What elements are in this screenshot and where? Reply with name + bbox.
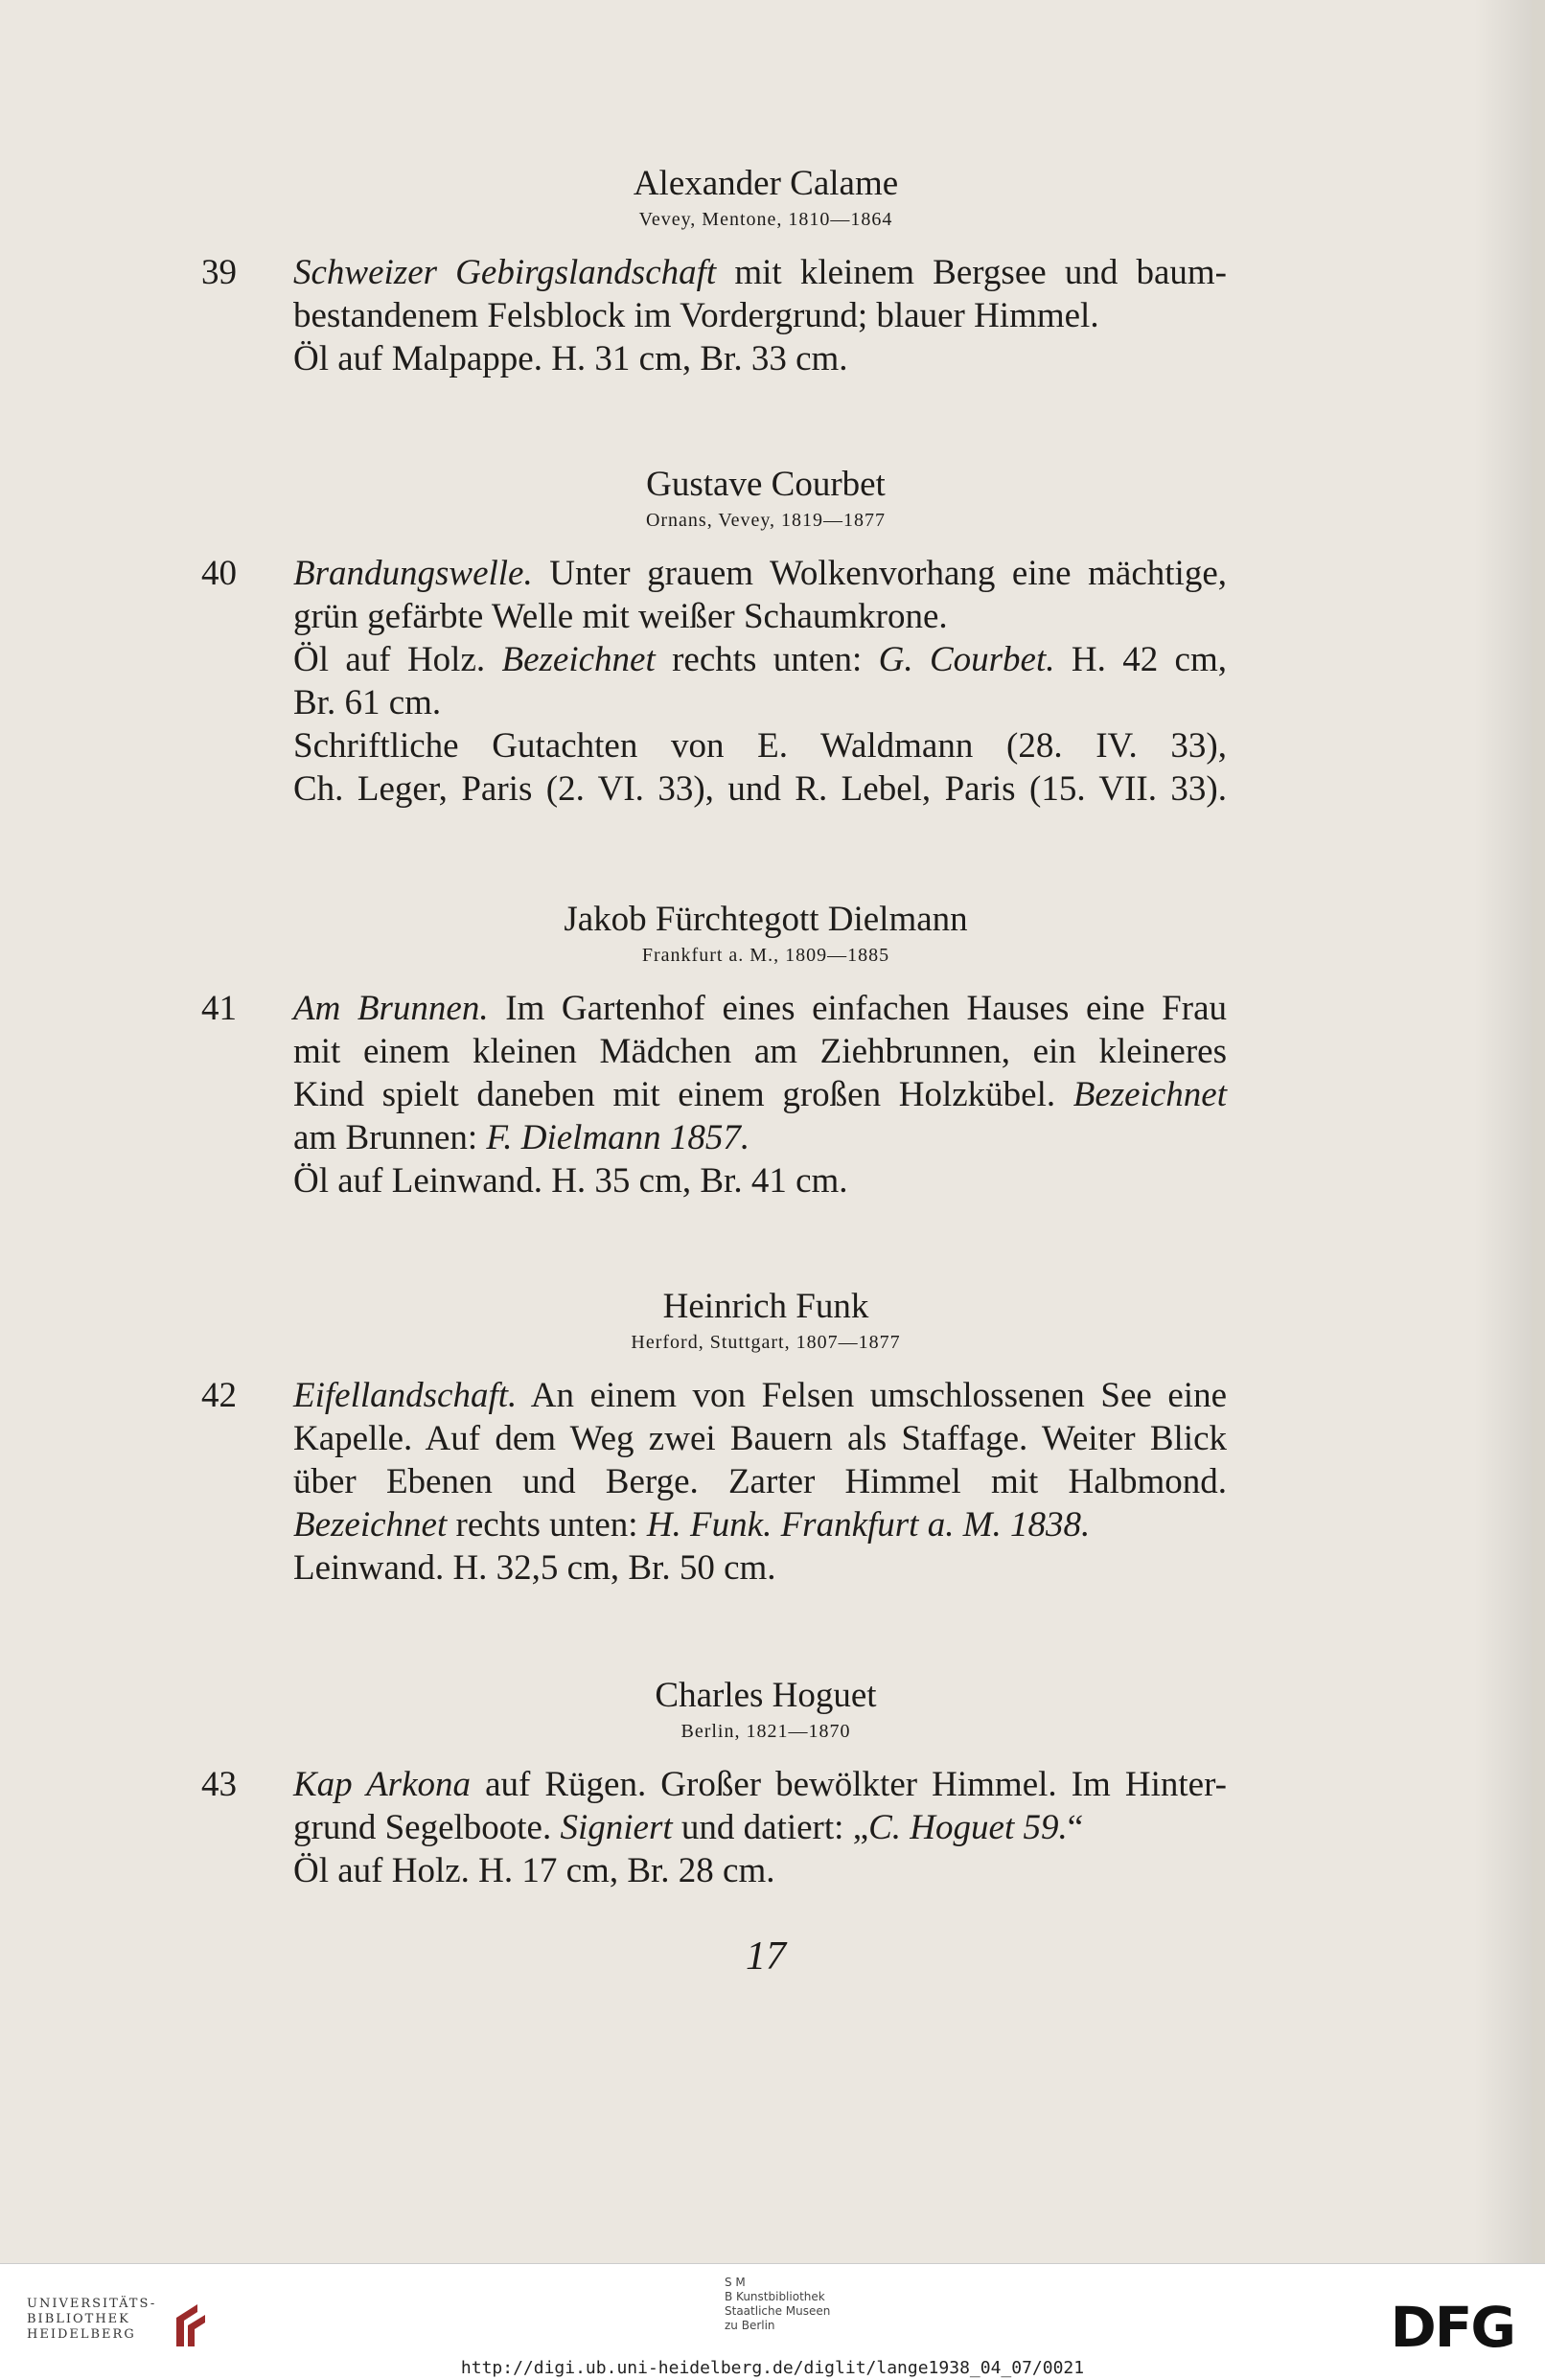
lot-entry: 43 Kap Arkona auf Rügen. Großer bewölkter Himmel. Im Hinter- grund Segelboote. Signiert und datiert: „C. Hoguet 59.“ Öl auf Holz. H. 17 cm, Br. 28 cm. [201,1765,1227,1890]
lot-entry: 39 Schweizer Gebirgslandschaft mit kleinem Bergsee und baum- bestandenem Felsblock im Vordergrund; blauer Himmel. Öl auf Malpappe. H. 31 cm, Br. 33 cm. [201,253,1228,378]
ub-heidelberg-logo[interactable]: UNIVERSITÄTS- BIBLIOTHEK HEIDELBERG [27,2297,228,2354]
artist-heading [0,1286,1532,1355]
lot-number: 43 [201,1765,237,1804]
artist-name: Charles Hoguet [655,1676,877,1715]
permalink-url[interactable]: http://digi.ub.uni-heidelberg.de/diglit/lange1938_04_07/0021 [460,2358,1085,2378]
artist-name: Heinrich Funk [662,1287,869,1326]
artist-name: Jakob Fürchtegott Dielmann [564,900,968,939]
artist-heading [0,899,1532,968]
lot-title: Brandungswelle. [293,554,533,593]
artist-heading [0,1675,1532,1744]
smb-kunstbibliothek-logo[interactable]: S M B Kunstbibliothek Staatliche Museen zu Berlin [725,2276,831,2332]
artist-dates: Herford, Stuttgart, 1807—1877 [631,1332,901,1353]
dfg-logo[interactable]: DFG [1390,2295,1514,2360]
lot-title: Kap Arkona [293,1765,471,1804]
viewer-footer [0,2263,1545,2380]
artist-heading [0,464,1532,533]
artist-name: Alexander Calame [633,164,899,203]
page-number: 17 [746,1934,786,1979]
lot-entry: 41 Am Brunnen. Im Gartenhof eines einfachen Hauses eine Frau mit einem kleinen Mädchen am Ziehbrunnen, ein kleineres Kind spielt daneben mit einem großen Holzkübel. Bezeichnet am Brunnen: F. Dielmann 1857. Öl auf Leinwand. H. 35 cm, Br. 41 cm. [201,989,1227,1201]
artist-dates: Berlin, 1821—1870 [680,1721,851,1742]
artist-dates: Ornans, Vevey, 1819—1877 [645,510,887,531]
artist-name: Gustave Courbet [646,465,886,504]
lot-number: 40 [201,554,237,593]
lot-number: 39 [201,253,237,292]
lot-number: 41 [201,989,237,1028]
lot-title: Schweizer Gebirgslandschaft [293,253,717,292]
lot-entry: 40 Brandungswelle. Unter grauem Wolkenvorhang eine mächtige, grün gefärbte Welle mit weißer Schaumkrone. Öl auf Holz. Bezeichnet rechts unten: G. Courbet. H. 42 cm, Br. 61 cm. Schriftliche Gutachten von E. Waldmann (28. IV. 33), Ch. Leger, Paris (2. VI. 33), und R. Lebel, Paris (15. VII. 33). [201,554,1228,809]
artist-dates: Frankfurt a. M., 1809—1885 [641,945,890,966]
artist-heading [0,163,1532,232]
artist-dates: Vevey, Mentone, 1810—1864 [638,209,893,230]
ub-logo-mark-icon [169,2297,211,2354]
lot-number: 42 [201,1376,237,1415]
lot-title: Eifellandschaft. [293,1376,518,1415]
lot-entry: 42 Eifellandschaft. An einem von Felsen umschlossenen See eine Kapelle. Auf dem Weg zwei Bauern als Staffage. Weiter Blick über Ebenen und Berge. Zarter Himmel mit Halbmond. Bezeichnet rechts unten: H. Funk. Frankfurt a. M. 1838. Leinwand. H. 32,5 cm, Br. 50 cm. [201,1376,1227,1588]
lot-title: Am Brunnen. [293,989,489,1028]
